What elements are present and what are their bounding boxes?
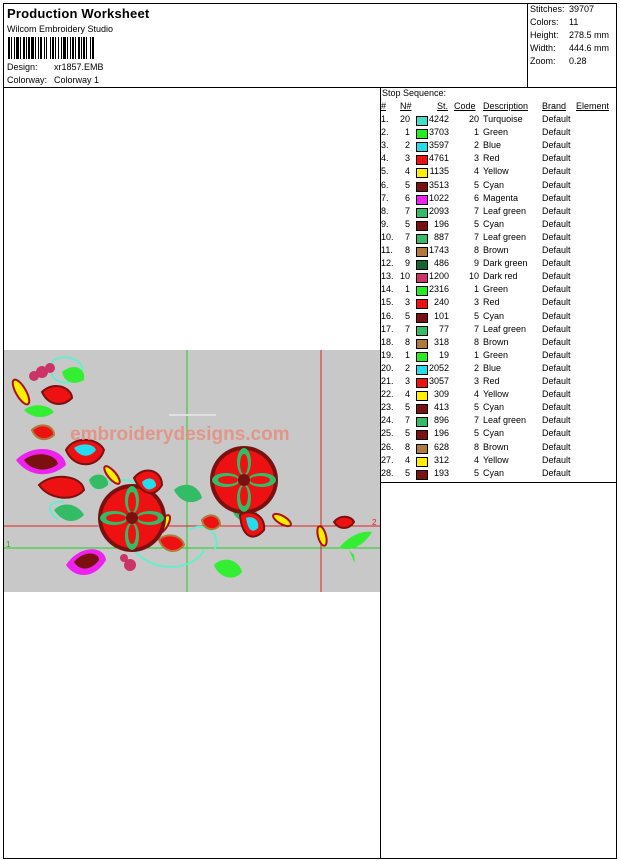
stitch-count: 4242 — [428, 114, 449, 124]
thread-brand: Default — [542, 245, 571, 255]
color-description: Leaf green — [483, 205, 527, 216]
watermark: embroiderydesigns.com — [70, 424, 290, 445]
thread-brand: Default — [542, 166, 571, 177]
color-swatch — [416, 404, 428, 414]
barcode-bar — [38, 37, 39, 59]
row-number: 15. — [381, 297, 394, 308]
table-row — [381, 127, 617, 140]
table-row — [381, 337, 617, 350]
stitch-count: 413 — [433, 402, 449, 413]
stitch-count: 19 — [438, 349, 449, 360]
needle-number: 2 — [404, 362, 410, 373]
color-swatch — [416, 221, 428, 231]
table-row — [381, 376, 617, 389]
needle-number: 4 — [404, 166, 410, 177]
thread-brand: Default — [542, 428, 571, 439]
row-number: 16. — [381, 310, 394, 321]
stat-width: Width: 444.6 mm — [530, 43, 610, 53]
color-swatch — [416, 457, 428, 467]
color-description: Cyan — [483, 218, 505, 229]
color-description: Yellow — [483, 454, 509, 465]
col-header-element: Element — [576, 101, 610, 111]
row-number: 12. — [381, 258, 394, 269]
table-row — [381, 271, 617, 284]
header-divider — [527, 3, 528, 87]
needle-number: 5 — [404, 428, 410, 439]
table-row — [381, 311, 617, 324]
needle-number: 5 — [404, 402, 410, 413]
row-number: 6. — [381, 179, 389, 190]
thread-brand: Default — [542, 376, 571, 386]
needle-number: 6 — [404, 192, 410, 203]
needle-number: 3 — [404, 376, 410, 386]
table-row — [381, 193, 617, 206]
color-code: 9 — [473, 258, 479, 269]
color-code: 5 — [473, 428, 479, 439]
table-row — [381, 442, 617, 455]
color-description: Green — [483, 349, 509, 360]
thread-brand: Default — [542, 336, 571, 347]
color-swatch — [416, 208, 428, 218]
thread-brand: Default — [542, 218, 571, 229]
color-description: Cyan — [483, 310, 505, 321]
needle-number: 20 — [399, 114, 410, 124]
color-code: 7 — [473, 323, 479, 334]
barcode-bar — [52, 37, 54, 59]
row-number: 5. — [381, 166, 389, 177]
needle-number: 7 — [404, 205, 410, 216]
needle-number: 5 — [404, 218, 410, 229]
color-description: Yellow — [483, 389, 509, 400]
barcode — [8, 37, 133, 59]
color-code: 4 — [473, 389, 479, 400]
row-number: 13. — [381, 271, 394, 282]
color-code: 4 — [473, 166, 479, 177]
stitch-count: 3513 — [428, 179, 449, 190]
barcode-bar — [11, 37, 12, 59]
color-code: 2 — [473, 362, 479, 373]
table-row — [381, 245, 617, 258]
color-description: Cyan — [483, 428, 505, 439]
header — [3, 3, 528, 87]
color-swatch — [416, 378, 428, 388]
color-code: 5 — [473, 467, 479, 478]
thread-brand: Default — [542, 179, 571, 190]
table-row — [381, 284, 617, 297]
color-code: 1 — [473, 127, 479, 138]
table-row — [381, 455, 617, 468]
row-number: 17. — [381, 323, 394, 334]
color-description: Turquoise — [483, 114, 523, 124]
color-code: 2 — [473, 140, 479, 151]
thread-brand: Default — [542, 284, 571, 295]
row-number: 10. — [381, 231, 394, 242]
color-description: Green — [483, 127, 509, 138]
color-swatch — [416, 168, 428, 178]
color-description: Dark red — [483, 271, 518, 282]
row-number: 24. — [381, 415, 394, 426]
stitch-count: 312 — [433, 454, 449, 465]
color-description: Red — [483, 376, 500, 386]
table-row — [381, 153, 617, 166]
design-value: xr1857.EMB — [54, 62, 104, 72]
thread-brand: Default — [542, 153, 571, 164]
color-swatch — [416, 313, 428, 323]
color-swatch — [416, 116, 428, 126]
color-swatch — [416, 234, 428, 244]
barcode-bar — [40, 37, 42, 59]
needle-number: 9 — [404, 258, 410, 269]
needle-number: 8 — [404, 336, 410, 347]
color-code: 1 — [473, 349, 479, 360]
color-swatch — [416, 339, 428, 349]
design-stats — [530, 4, 616, 69]
table-row — [381, 350, 617, 363]
thread-brand: Default — [542, 467, 571, 478]
stitch-count: 486 — [433, 258, 449, 269]
thread-brand: Default — [542, 454, 571, 465]
table-row — [381, 166, 617, 179]
color-description: Brown — [483, 336, 509, 347]
row-number: 4. — [381, 153, 389, 164]
needle-number: 2 — [404, 140, 410, 151]
barcode-bar — [70, 37, 71, 59]
barcode-bar — [83, 37, 85, 59]
barcode-bar — [16, 37, 19, 59]
colorway-label: Colorway: — [7, 75, 48, 85]
row-number: 25. — [381, 428, 394, 439]
needle-number: 1 — [404, 127, 410, 138]
color-description: Brown — [483, 441, 509, 452]
color-swatch — [416, 195, 428, 205]
header-bottom-rule — [3, 87, 617, 88]
green-leaves — [24, 367, 372, 578]
barcode-bar — [31, 37, 34, 59]
color-code: 5 — [473, 179, 479, 190]
stitch-count: 4761 — [428, 153, 449, 164]
table-row — [381, 389, 617, 402]
color-description: Cyan — [483, 179, 505, 190]
barcode-bar — [67, 37, 68, 59]
table-bottom-rule — [380, 482, 617, 483]
needle-number: 5 — [404, 467, 410, 478]
barcode-bar — [61, 37, 62, 59]
needle-number: 7 — [404, 415, 410, 426]
needle-number: 4 — [404, 454, 410, 465]
row-number: 21. — [381, 376, 394, 386]
barcode-bar — [8, 37, 10, 59]
needle-number: 1 — [404, 284, 410, 295]
thread-brand: Default — [542, 323, 571, 334]
thread-brand: Default — [542, 415, 571, 426]
thread-brand: Default — [542, 349, 571, 360]
thread-brand: Default — [542, 231, 571, 242]
color-swatch — [416, 470, 428, 480]
marker-1: 1 — [6, 540, 11, 549]
design-label: Design: — [7, 62, 38, 72]
row-number: 23. — [381, 402, 394, 413]
color-description: Cyan — [483, 467, 505, 478]
color-swatch — [416, 444, 428, 454]
embroidery-artwork — [4, 350, 380, 592]
barcode-bar — [90, 37, 91, 59]
needle-number: 1 — [404, 349, 410, 360]
col-header-needle: N# — [400, 101, 412, 111]
thread-brand: Default — [542, 389, 571, 400]
row-number: 19. — [381, 349, 394, 360]
col-header-brand: Brand — [542, 101, 567, 111]
stitch-count: 1135 — [429, 166, 449, 177]
barcode-bar — [78, 37, 80, 59]
color-description: Leaf green — [483, 415, 527, 426]
barcode-bar — [55, 37, 56, 59]
row-number: 3. — [381, 140, 389, 151]
barcode-bar — [44, 37, 45, 59]
stitch-count: 628 — [433, 441, 449, 452]
color-code: 5 — [473, 310, 479, 321]
row-number: 2. — [381, 127, 389, 138]
color-code: 4 — [473, 454, 479, 465]
row-number: 22. — [381, 389, 394, 400]
color-code: 8 — [473, 336, 479, 347]
stitch-count: 896 — [433, 415, 449, 426]
thread-brand: Default — [542, 310, 571, 321]
table-row — [381, 402, 617, 415]
barcode-bar — [28, 37, 30, 59]
stat-colors: Colors: 11 — [530, 17, 579, 27]
color-code: 1 — [473, 284, 479, 295]
col-header-stitches: St. — [437, 101, 449, 111]
barcode-bar — [86, 37, 87, 59]
thread-brand: Default — [542, 402, 571, 413]
color-code: 20 — [468, 114, 479, 124]
table-row — [381, 324, 617, 337]
color-code: 7 — [473, 231, 479, 242]
colorway-value: Colorway 1 — [54, 75, 100, 85]
stitch-count: 193 — [433, 467, 449, 478]
thread-brand: Default — [542, 297, 571, 308]
col-header-code: Code — [454, 101, 476, 111]
table-row — [381, 468, 617, 481]
needle-number: 5 — [404, 310, 410, 321]
stitch-count: 240 — [433, 297, 449, 308]
color-code: 5 — [473, 402, 479, 413]
color-swatch — [416, 286, 428, 296]
row-number: 8. — [381, 205, 389, 216]
table-row — [381, 219, 617, 232]
table-row — [381, 297, 617, 310]
design-preview — [4, 350, 380, 592]
stitch-count: 309 — [433, 389, 449, 400]
stat-height: Height: 278.5 mm — [530, 30, 610, 40]
stitch-count: 3057 — [428, 376, 449, 386]
barcode-bar — [50, 37, 51, 59]
stop-sequence-title: Stop Sequence: — [382, 88, 447, 98]
stitch-count: 77 — [438, 323, 449, 334]
barcode-bar — [23, 37, 25, 59]
thread-brand: Default — [542, 114, 571, 124]
row-number: 11. — [381, 245, 393, 255]
col-header-description: Description — [483, 101, 529, 111]
software-name: Wilcom Embroidery Studio — [7, 24, 114, 34]
color-swatch — [416, 155, 428, 165]
needle-number: 8 — [404, 245, 410, 255]
barcode-bar — [63, 37, 66, 59]
table-row — [381, 232, 617, 245]
thread-brand: Default — [542, 140, 571, 151]
row-number: 1. — [381, 114, 389, 124]
row-number: 18. — [381, 336, 394, 347]
thread-brand: Default — [542, 362, 571, 373]
stitch-count: 1200 — [428, 271, 449, 282]
row-number: 7. — [381, 192, 389, 203]
stitch-count: 2316 — [428, 284, 449, 295]
needle-number: 3 — [404, 153, 410, 164]
color-code: 8 — [473, 245, 479, 255]
color-swatch — [416, 129, 428, 139]
stitch-count: 196 — [433, 218, 449, 229]
row-number: 27. — [381, 454, 394, 465]
needle-number: 3 — [404, 297, 410, 308]
color-swatch — [416, 182, 428, 192]
page-title: Production Worksheet — [7, 6, 150, 21]
color-code: 3 — [473, 297, 479, 308]
color-description: Leaf green — [483, 323, 527, 334]
color-description: Brown — [483, 245, 509, 255]
color-description: Yellow — [483, 166, 509, 177]
stitch-count: 3597 — [428, 140, 449, 151]
col-header-num: # — [381, 101, 387, 111]
row-number: 14. — [381, 284, 394, 295]
stitch-count: 2093 — [428, 205, 449, 216]
color-swatch — [416, 365, 428, 375]
thread-brand: Default — [542, 258, 571, 269]
color-description: Green — [483, 284, 509, 295]
color-description: Cyan — [483, 402, 505, 413]
needle-number: 7 — [404, 323, 410, 334]
color-swatch — [416, 326, 428, 336]
color-swatch — [416, 299, 428, 309]
barcode-bar — [58, 37, 59, 59]
color-code: 5 — [473, 218, 479, 229]
color-code: 7 — [473, 205, 479, 216]
table-row — [381, 180, 617, 193]
table-row — [381, 415, 617, 428]
row-number: 20. — [381, 362, 394, 373]
color-swatch — [416, 273, 428, 283]
color-description: Leaf green — [483, 231, 527, 242]
color-swatch — [416, 430, 428, 440]
barcode-bar — [26, 37, 27, 59]
row-number: 26. — [381, 441, 394, 452]
color-code: 8 — [473, 441, 479, 452]
color-code: 6 — [473, 192, 479, 203]
barcode-bar — [20, 37, 21, 59]
thread-brand: Default — [542, 441, 571, 452]
thread-brand: Default — [542, 205, 571, 216]
stitch-count: 1022 — [428, 192, 449, 203]
barcode-bar — [14, 37, 15, 59]
table-row — [381, 206, 617, 219]
color-description: Blue — [483, 362, 502, 373]
table-row — [381, 428, 617, 441]
color-swatch — [416, 417, 428, 427]
color-swatch — [416, 260, 428, 270]
stitch-count: 196 — [433, 428, 449, 439]
stitch-count: 101 — [433, 310, 449, 321]
needle-number: 4 — [404, 389, 410, 400]
needle-number: 5 — [404, 179, 410, 190]
stat-stitches: Stitches: 39707 — [530, 4, 595, 14]
needle-number: 7 — [404, 231, 410, 242]
row-number: 28. — [381, 467, 394, 478]
color-swatch — [416, 247, 428, 257]
color-description: Blue — [483, 140, 502, 151]
barcode-bar — [81, 37, 82, 59]
flower-left — [98, 471, 166, 552]
table-row — [381, 114, 617, 127]
row-number: 9. — [381, 218, 389, 229]
barcode-bar — [46, 37, 47, 59]
table-row — [381, 258, 617, 271]
thread-brand: Default — [542, 192, 571, 203]
stitch-count: 318 — [433, 336, 449, 347]
barcode-bar — [75, 37, 76, 59]
stat-zoom: Zoom: 0.28 — [530, 56, 587, 66]
color-code: 3 — [473, 153, 479, 164]
color-swatch — [416, 352, 428, 362]
barcode-bar — [72, 37, 74, 59]
table-row — [381, 363, 617, 376]
stitch-count: 1743 — [428, 245, 449, 255]
color-swatch — [416, 391, 428, 401]
color-code: 10 — [468, 271, 479, 282]
stitch-count: 2052 — [428, 362, 449, 373]
color-description: Dark green — [483, 258, 528, 269]
needle-number: 8 — [404, 441, 410, 452]
color-code: 7 — [473, 415, 479, 426]
table-row — [381, 140, 617, 153]
color-description: Red — [483, 153, 500, 164]
stitch-count: 3703 — [428, 127, 449, 138]
stitch-count: 887 — [433, 231, 449, 242]
thread-brand: Default — [542, 271, 571, 282]
color-swatch — [416, 142, 428, 152]
barcode-bar — [92, 37, 94, 59]
needle-number: 10 — [399, 271, 410, 282]
color-description: Magenta — [483, 192, 519, 203]
barcode-bar — [35, 37, 36, 59]
color-code: 3 — [473, 376, 479, 386]
marker-2: 2 — [372, 518, 377, 527]
thread-brand: Default — [542, 127, 571, 138]
color-description: Red — [483, 297, 500, 308]
